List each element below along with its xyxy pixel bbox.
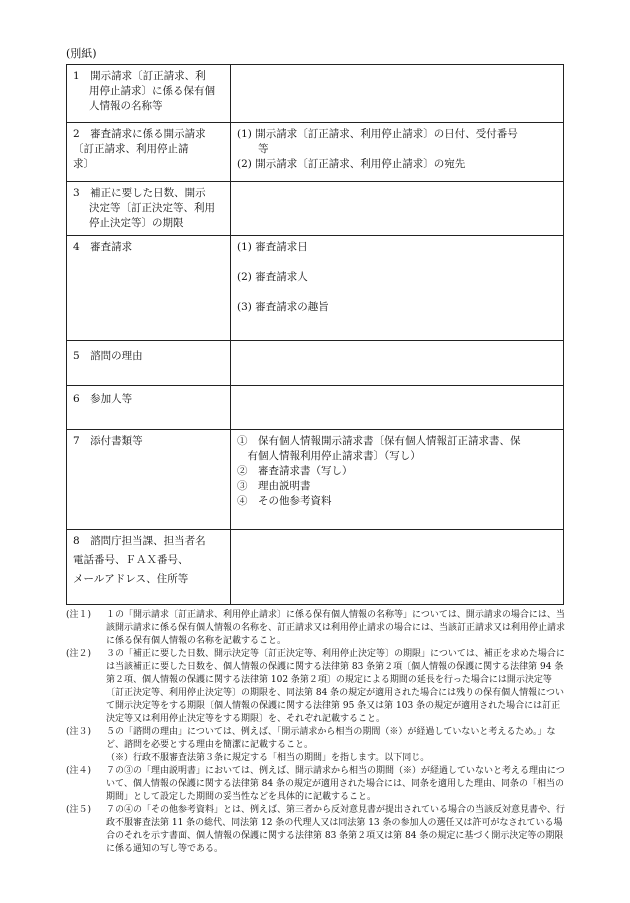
row-label [67, 65, 231, 123]
row-value-line: (2) 審査請求人 [237, 271, 308, 283]
table-row [67, 182, 564, 236]
row-value [231, 236, 564, 341]
row-label [67, 386, 231, 430]
note-item [66, 765, 566, 804]
row-label [67, 182, 231, 236]
row-label-line: 4 審査請求 [73, 241, 133, 253]
row-value [231, 65, 564, 123]
table-row [67, 236, 564, 341]
note-text: ５の「諮問の理由」については、例えば、「開示請求から相当の期間（※）が経過していないと考えるため。」など、諮問を必要とする理由を簡潔に記載すること。 [106, 727, 556, 750]
note-footnote: （※）行政不服審査法第３条に規定する「相当の期間」を指します。以下同じ。 [106, 753, 430, 763]
row-value-line: (1) 審査請求日 [237, 241, 308, 253]
row-label-line: 8 諮問庁担当課、担当者名 [73, 535, 206, 547]
row-label-line: 1 開示請求〔訂正請求、利 [73, 70, 206, 82]
table-row [67, 386, 564, 430]
row-value-line: ③ 理由説明書 [237, 480, 311, 492]
attachment-heading: (別紙) [66, 47, 97, 60]
row-label-line: 3 補正に要した日数、開示 [73, 187, 206, 199]
table-row [67, 341, 564, 386]
row-value-line: 有個人情報利用停止請求書〕（写し） [237, 450, 421, 462]
form-table [66, 64, 564, 605]
note-item [66, 648, 566, 726]
row-label-line: 6 参加人等 [73, 393, 133, 405]
row-value-line: ② 審査請求書（写し） [237, 465, 353, 477]
note-label: (注４) [66, 766, 92, 776]
row-value [231, 530, 564, 605]
row-value-line: (2) 開示請求〔訂正請求、利用停止請求〕の宛先 [237, 158, 466, 170]
note-text: ７の③の「理由説明書」においては、例えば、開示請求から相当の期間（※）が経過していないと考える理由について、個人情報の保護に関する法律第 84 条の規定が適用された場合には、同条を適用した理由、同条の「相当の期間」として設定した期間の妥当性などを具体的に記載すること。 [106, 766, 565, 802]
row-label [67, 430, 231, 530]
row-label-line: 求〕 [73, 158, 94, 170]
row-label-line: 〔訂正請求、利用停止請 [73, 143, 189, 155]
table-row [67, 123, 564, 182]
row-label [67, 236, 231, 341]
row-label [67, 530, 231, 605]
row-label [67, 341, 231, 386]
row-value-line: 等 [237, 143, 269, 155]
row-value-line: ④ その他参考資料 [237, 495, 332, 507]
note-label: (注２) [66, 649, 92, 659]
notes-section [66, 609, 566, 856]
row-label-line: 停止決定等〕の期限 [89, 217, 184, 229]
row-label-line: 2 審査請求に係る開示請求 [73, 128, 206, 140]
row-value [231, 386, 564, 430]
row-value-line: (1) 開示請求〔訂正請求、利用停止請求〕の日付、受付番号 [237, 128, 518, 140]
row-value [231, 123, 564, 182]
row-value-line: (3) 審査請求の趣旨 [237, 301, 329, 313]
note-text: １の「開示請求〔訂正請求、利用停止請求〕に係る保有個人情報の名称等」については、開示請求の場合には、当該開示請求に係る保有個人情報の名称を、訂正請求又は利用停止請求の場合には、当該訂正請求又は利用停止請求に係る保有個人情報の名称を記載すること。 [106, 610, 566, 646]
note-text: ３の「補正に要した日数、開示決定等〔訂正決定等、利用停止決定等〕の期限」については、補正を求めた場合には当該補正に要した日数を、個人情報の保護に関する法律第 83 条第２項〔個人情報の保護に関する法律第 94 条第２項、個人情報の保護に関する法律第 102 条第２項〕の規定による期間の延長を行った場合には開示決定等〔訂正決定等、利用停止決定等〕の期限を、同法第 84 条の規定が適用された場合には残りの保有個人情報について開示決定等をする期限〔個人情報の保護に関する法律第 95 条又は第 103 条の規定が適用された場合には訂正決定等又は利用停止決定等をする期限〕を、それぞれ記載すること。 [106, 649, 565, 724]
note-item [66, 804, 566, 856]
note-label: (注１) [66, 610, 92, 620]
row-label-line: 決定等〔訂正決定等、利用 [89, 202, 215, 214]
row-label-line: 用停止請求〕に係る保有個 [89, 85, 215, 97]
row-label-line: 5 諮問の理由 [73, 350, 143, 362]
row-label-line: メールアドレス、住所等 [73, 573, 189, 585]
table-row [67, 430, 564, 530]
note-label: (注５) [66, 805, 92, 815]
note-item [66, 609, 566, 648]
row-label-line: 電話番号、ＦＡＸ番号、 [73, 554, 189, 566]
row-value-line: ① 保有個人情報開示請求書〔保有個人情報訂正請求書、保 [237, 435, 521, 447]
note-text: ７の④の「その他参考資料」とは、例えば、第三者から反対意見書が提出されている場合の当該反対意見書や、行政不服審査法第 11 条の総代、同法第 12 条の代理人又は同法第 13 条の参加人の選任又は許可がなされている場合のそれを示す書面、個人情報の保護に関する法律第 83 条第２項又は第 84 条の規定に基づく開示決定等の期限に係る通知の写し等である。 [106, 805, 565, 854]
note-item [66, 726, 566, 752]
row-value [231, 182, 564, 236]
row-label-line: 人情報の名称等 [89, 100, 163, 112]
table-row [67, 65, 564, 123]
note-label: (注３) [66, 727, 92, 737]
row-label-line: 7 添付書類等 [73, 435, 143, 447]
table-row [67, 530, 564, 605]
row-label [67, 123, 231, 182]
row-value [231, 430, 564, 530]
row-value [231, 341, 564, 386]
